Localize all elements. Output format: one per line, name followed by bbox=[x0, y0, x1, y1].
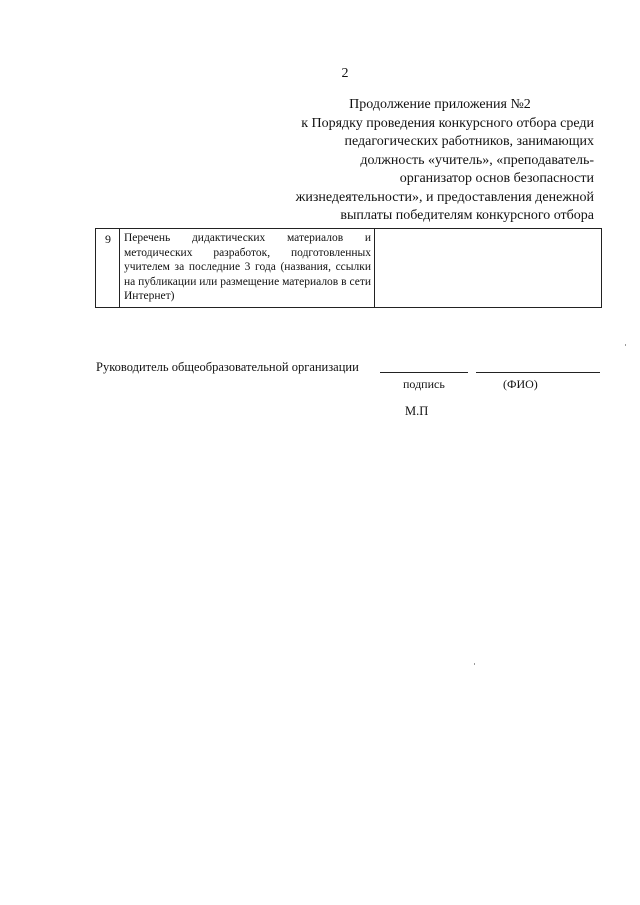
stamp-place-label: М.П bbox=[405, 404, 429, 418]
full-name-line bbox=[476, 372, 600, 373]
appendix-title: Продолжение приложения №2 bbox=[349, 97, 531, 112]
appendix-header-line: организатор основ безопасности bbox=[399, 171, 594, 186]
appendix-header-line: должность «учитель», «преподаватель- bbox=[360, 152, 594, 168]
full-name-caption: (ФИО) bbox=[503, 377, 538, 391]
appendix-header-line: выплаты победителям конкурсного отбора bbox=[340, 208, 594, 223]
row-number: 9 bbox=[96, 229, 120, 308]
scan-speck bbox=[474, 663, 475, 665]
table-row bbox=[96, 229, 602, 308]
criterion-text: Перечень дидактических материалов и методических разработок, подготовленных учителем за последние 3 года (названия, ссылки на публикации или размещение материалов в сети Интернет) bbox=[120, 229, 375, 308]
appendix-header bbox=[250, 96, 594, 226]
appendix-header-line: педагогических работников, занимающих bbox=[344, 134, 594, 149]
criterion-value bbox=[375, 229, 602, 308]
page-number: 2 bbox=[341, 66, 349, 81]
scan-speck bbox=[625, 344, 626, 346]
appendix-header-line: жизнедеятельности», и предоставления денежной bbox=[295, 189, 594, 205]
appendix-header-line: к Порядку проведения конкурсного отбора среди bbox=[301, 115, 594, 131]
criteria-table bbox=[95, 228, 602, 308]
signature-line bbox=[380, 372, 468, 373]
signature-label: Руководитель общеобразовательной организации bbox=[96, 360, 359, 374]
signature-caption: подпись bbox=[403, 377, 445, 391]
